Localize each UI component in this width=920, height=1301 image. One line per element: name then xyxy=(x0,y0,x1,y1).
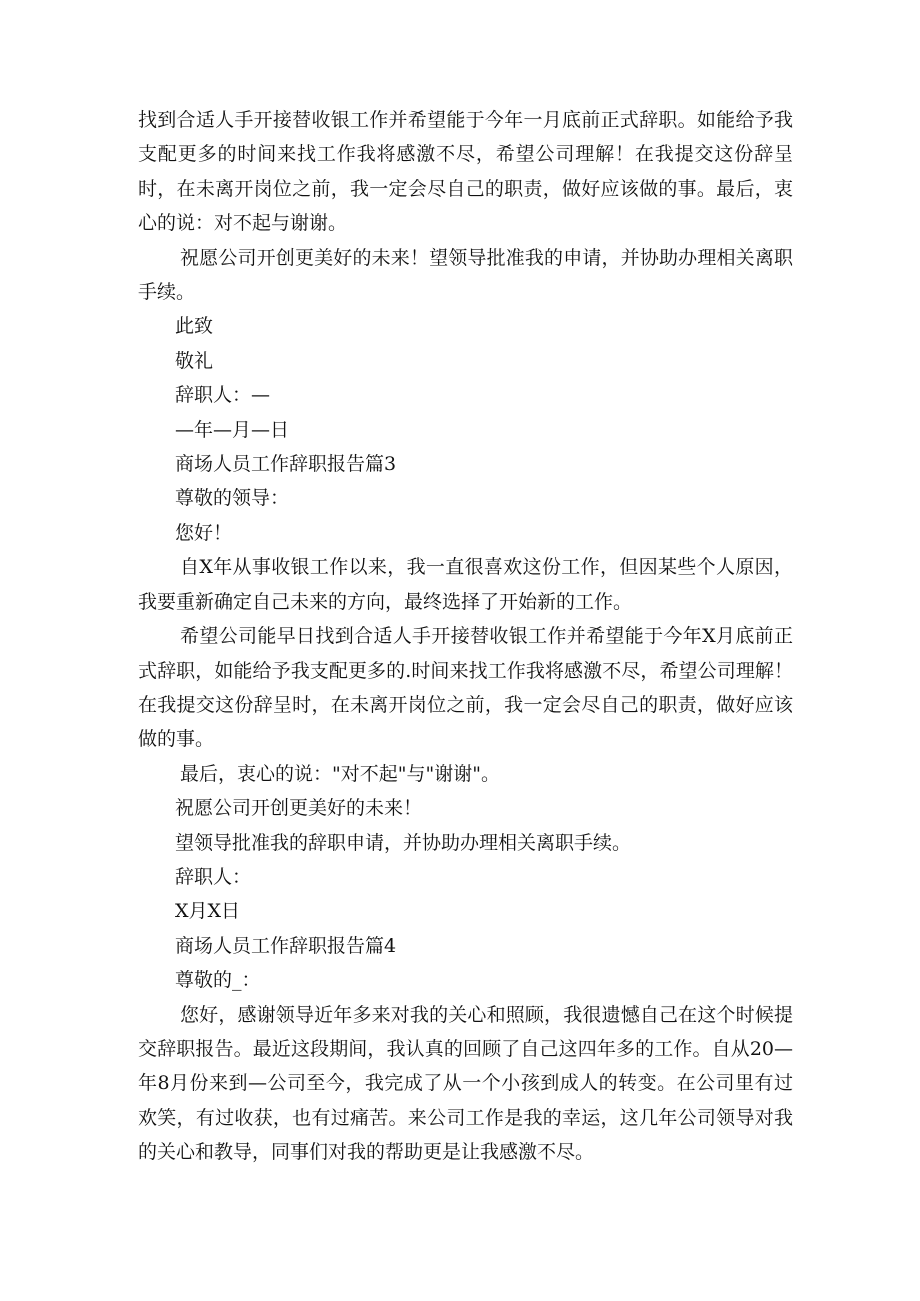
paragraph-wishes-short: 祝愿公司开创更美好的未来！ xyxy=(175,797,423,820)
paragraph-thanks: 最后，衷心的说："对不起"与"谢谢"。 xyxy=(180,762,500,785)
greeting-recipient: 尊敬的_： xyxy=(175,969,261,992)
closing-salutation: 此致 xyxy=(175,315,214,338)
greeting-hello: 您好！ xyxy=(175,521,233,544)
section-heading-4: 商场人员工作辞职报告篇4 xyxy=(175,934,397,957)
paragraph-intro: 自X年从事收银工作以来，我一直很喜欢这份工作，但因某些个人原因，我要重新确定自己未来的方向，最终选择了开始新的工作。 xyxy=(138,556,793,613)
date-line: X月X日 xyxy=(175,900,241,923)
greeting-recipient: 尊敬的领导： xyxy=(175,487,290,510)
paragraph-request: 希望公司能早日找到合适人手开接替收银工作并希望能于今年X月底前正式辞职，如能给予我支配更多的.时间来找工作我将感激不尽，希望公司理解！在我提交这份辞呈时，在未离开岗位之前，我一定会尽自己的职责，做好应该做的事。 xyxy=(138,625,793,751)
paragraph-gratitude: 您好，感谢领导近年多来对我的关心和照顾，我很遗憾自己在这个时候提交辞职报告。最近这段期间，我认真的回顾了自己这四年多的工作。自从20—年8月份来到—公司至今，我完成了从一个小孩到成人的转变。在公司里有过欢笑，有过收获，也有过痛苦。来公司工作是我的幸运，这几年公司领导对我的关心和教导，同事们对我的帮助更是让我感激不尽。 xyxy=(138,1003,793,1164)
paragraph-approval: 望领导批准我的辞职申请，并协助办理相关离职手续。 xyxy=(175,831,632,854)
paragraph-wishes: 祝愿公司开创更美好的未来！望领导批准我的申请，并协助办理相关离职手续。 xyxy=(138,246,793,304)
section-heading-3: 商场人员工作辞职报告篇3 xyxy=(175,453,397,476)
paragraph-continuation: 找到合适人手开接替收银工作并希望能于今年一月底前正式辞职。如能给予我支配更多的时间来找工作我将感激不尽，希望公司理解！在我提交这份辞呈时，在未离开岗位之前，我一定会尽自己的职责，做好应该做的事。最后，衷心的说：对不起与谢谢。 xyxy=(138,109,793,235)
signature-line: 辞职人： xyxy=(175,865,252,888)
signature-line: 辞职人：— xyxy=(175,384,271,407)
closing-respect: 敬礼 xyxy=(175,349,214,372)
date-line: —年—月—日 xyxy=(175,418,290,441)
document-body xyxy=(138,103,793,1170)
